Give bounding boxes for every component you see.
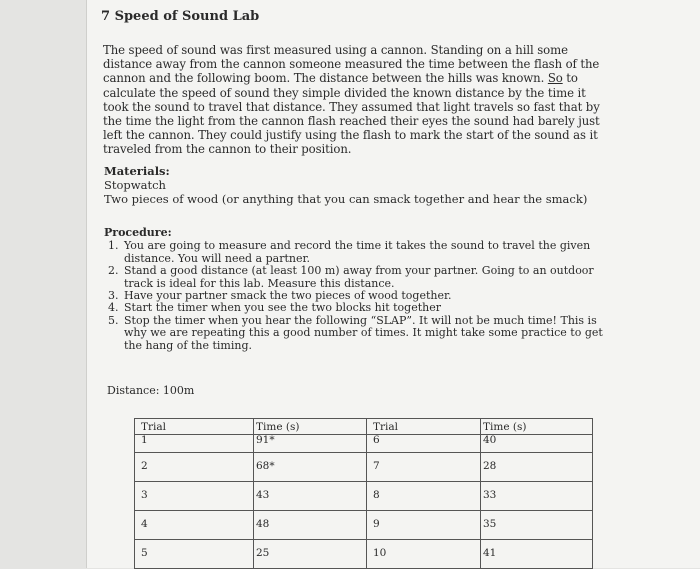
trial-number: 4: [141, 518, 148, 530]
table-cell: [481, 511, 593, 540]
trial-number: 3: [141, 489, 148, 501]
table-row: [135, 540, 593, 569]
time-value: 41: [483, 547, 497, 559]
table-cell: [254, 482, 367, 511]
table-cell: [135, 540, 254, 569]
table-cell: [135, 511, 254, 540]
table-row: [135, 453, 593, 482]
column-header: Trial: [367, 422, 480, 435]
time-value: 91*: [256, 434, 275, 446]
trial-number: 10: [373, 547, 387, 559]
table-cell: [135, 453, 254, 482]
table-cell: [367, 511, 481, 540]
table-cell: [135, 419, 254, 453]
trials-table: [134, 418, 593, 569]
time-value: 35: [483, 518, 497, 530]
intro-text-1: The speed of sound was first measured using a cannon. Standing on a hill some distance away from the cannon someone measured the time between the flash of the cannon and the following boom. The distance between the hills was known.: [103, 43, 600, 86]
table-cell: [254, 511, 367, 540]
table-cell: [367, 419, 481, 453]
trial-number: 5: [141, 547, 148, 559]
procedure-step: 5. Stop the timer when you hear the following “SLAP”. It will not be much time! This is why we are repeating this a good number of times. It might take some practice to get the hang of the timing.: [122, 315, 604, 352]
table-row: [135, 482, 593, 511]
table-row: [135, 419, 593, 453]
table-cell: [481, 453, 593, 482]
materials-heading: Materials:: [104, 164, 170, 178]
table-cell: [254, 453, 367, 482]
procedure-heading: Procedure:: [104, 226, 172, 239]
document-page: [86, 0, 700, 568]
time-value: 28: [483, 460, 497, 472]
time-value: 25: [256, 547, 270, 559]
table-cell: [481, 419, 593, 453]
trial-number: 6: [373, 434, 380, 446]
procedure-section: [104, 227, 604, 352]
trial-number: 7: [373, 460, 380, 472]
intro-paragraph: [103, 43, 613, 157]
table-cell: [135, 482, 254, 511]
trial-number: 8: [373, 489, 380, 501]
table-cell: [367, 540, 481, 569]
table-cell: [254, 419, 367, 453]
time-value: 48: [256, 518, 270, 530]
column-header: Trial: [135, 422, 253, 435]
table-row: [135, 511, 593, 540]
table-cell: [367, 482, 481, 511]
procedure-step: 3. Have your partner smack the two pieces of wood together.: [122, 290, 604, 302]
procedure-step: 4. Start the timer when you see the two blocks hit together: [122, 302, 604, 314]
table-cell: [481, 540, 593, 569]
procedure-step: 2. Stand a good distance (at least 100 m) away from your partner. Going to an outdoor track is ideal for this lab. Measure this distance.: [122, 265, 604, 290]
trial-number: 1: [141, 434, 148, 446]
trial-number: 2: [141, 460, 148, 472]
page-title: 7 Speed of Sound Lab: [101, 9, 260, 24]
table-cell: [367, 453, 481, 482]
table-cell: [254, 540, 367, 569]
column-header: Time (s): [481, 422, 592, 435]
procedure-list: [104, 240, 604, 352]
procedure-step: 1. You are going to measure and record the time it takes the sound to travel the given distance. You will need a partner.: [122, 240, 604, 265]
materials-section: [104, 164, 604, 206]
trial-number: 9: [373, 518, 380, 530]
time-value: 40: [483, 434, 497, 446]
materials-item: Two pieces of wood (or anything that you can smack together and hear the smack): [104, 192, 588, 206]
time-value: 33: [483, 489, 497, 501]
intro-so-underlined: So: [547, 71, 563, 86]
distance-label: Distance: 100m: [107, 384, 195, 397]
time-value: 43: [256, 489, 270, 501]
time-value: 68*: [256, 460, 275, 472]
materials-item: Stopwatch: [104, 178, 166, 192]
column-header: Time (s): [254, 422, 366, 435]
table-cell: [481, 482, 593, 511]
intro-text-2: to calculate the speed of sound they simple divided the known distance by the time it took the sound to travel that distance. They assumed that light travels so fast that by the time the light from the cannon flash reached their eyes the sound had barely just left the cannon. They could justify using the flash to mark the start of the sound as it traveled from the cannon to their position.: [103, 71, 600, 157]
